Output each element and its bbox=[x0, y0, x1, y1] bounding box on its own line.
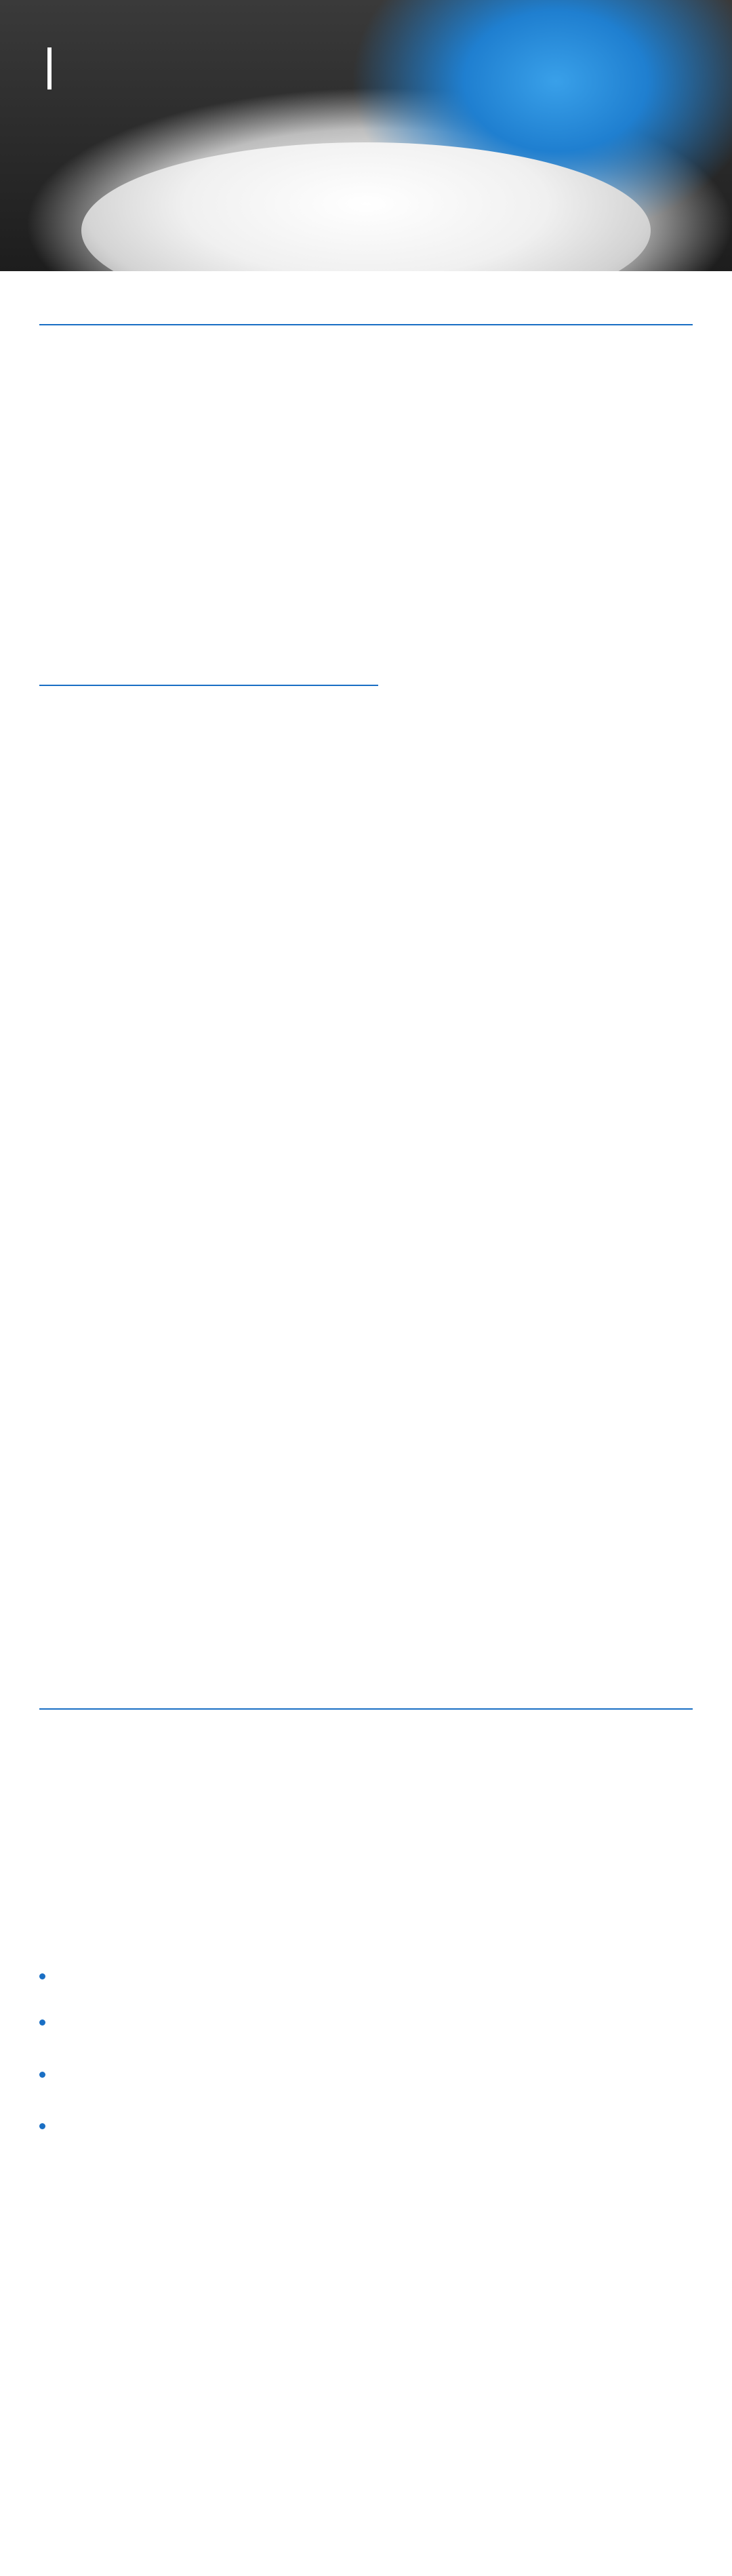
bullet-dot bbox=[39, 2072, 45, 2078]
scope-divider bbox=[39, 324, 693, 325]
matters-divider bbox=[39, 1708, 693, 1710]
injection-bullet-4 bbox=[39, 2120, 693, 2133]
bullet-dot bbox=[39, 2123, 45, 2129]
injection-bullet-3 bbox=[39, 2069, 693, 2082]
injection-bullet-2 bbox=[39, 2016, 693, 2031]
bullet-dot bbox=[39, 2019, 45, 2026]
title-bar-decoration bbox=[47, 47, 52, 89]
bullet-dot bbox=[39, 1973, 45, 1979]
hero-banner bbox=[0, 0, 732, 271]
drying-text-en bbox=[39, 1857, 693, 1864]
perf-divider bbox=[39, 685, 378, 686]
scope-title bbox=[39, 300, 46, 319]
matters-title bbox=[39, 1681, 46, 1702]
peek-powder-image bbox=[81, 142, 651, 271]
perf-title bbox=[39, 659, 46, 678]
injection-bullet-1 bbox=[39, 1970, 693, 1985]
